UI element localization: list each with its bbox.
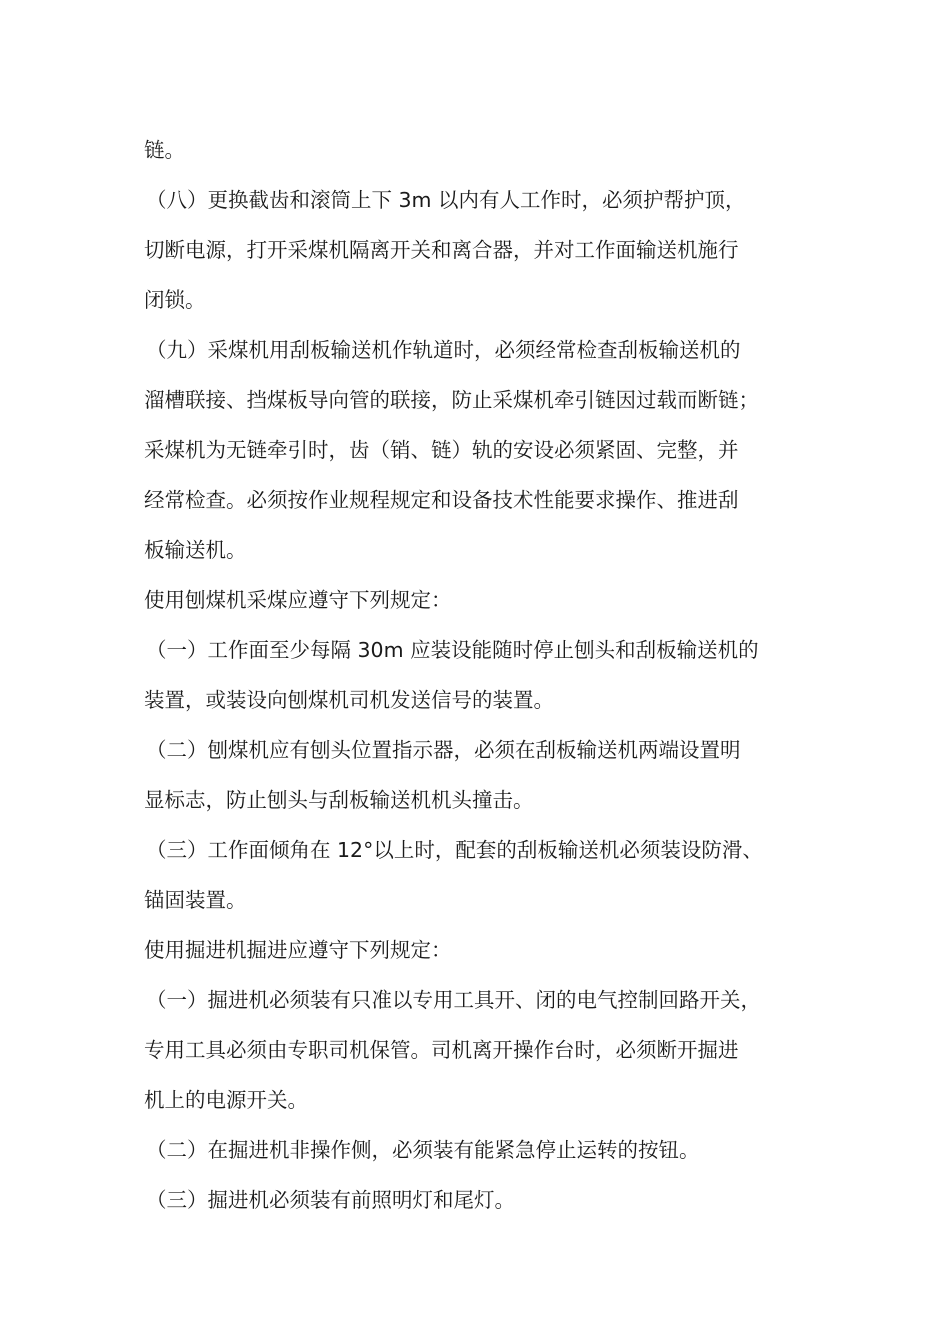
text-line: （三）工作面倾角在 12°以上时，配套的刮板输送机必须装设防滑、 <box>146 838 763 862</box>
text-line: 闭锁。 <box>144 288 206 312</box>
text-line: （二）刨煤机应有刨头位置指示器，必须在刮板输送机两端设置明 <box>146 738 741 762</box>
text-line: 装置，或装设向刨煤机司机发送信号的装置。 <box>144 688 554 712</box>
section-heading: 使用刨煤机采煤应遵守下列规定： <box>144 588 452 612</box>
text-line: （三）掘进机必须装有前照明灯和尾灯。 <box>146 1188 515 1212</box>
text-line: 经常检查。必须按作业规程规定和设备技术性能要求操作、推进刮 <box>144 488 739 512</box>
text-line: （二）在掘进机非操作侧，必须装有能紧急停止运转的按钮。 <box>146 1138 700 1162</box>
text-line: 切断电源，打开采煤机隔离开关和离合器，并对工作面输送机施行 <box>144 238 739 262</box>
text-line: （八）更换截齿和滚筒上下 3m 以内有人工作时，必须护帮护顶， <box>146 188 746 212</box>
text-line: 链。 <box>144 138 185 162</box>
text-line: 机上的电源开关。 <box>144 1088 308 1112</box>
section-heading: 使用掘进机掘进应遵守下列规定： <box>144 938 452 962</box>
text-line: 显标志，防止刨头与刮板输送机机头撞击。 <box>144 788 534 812</box>
text-line: （九）采煤机用刮板输送机作轨道时，必须经常检查刮板输送机的 <box>146 338 741 362</box>
text-line: 采煤机为无链牵引时，齿（销、链）轨的安设必须紧固、完整，并 <box>144 438 739 462</box>
text-line: 溜槽联接、挡煤板导向管的联接，防止采煤机牵引链因过载而断链； <box>144 388 759 412</box>
text-line: 板输送机。 <box>144 538 247 562</box>
text-line: 锚固装置。 <box>144 888 247 912</box>
text-line: （一）掘进机必须装有只准以专用工具开、闭的电气控制回路开关， <box>146 988 761 1012</box>
text-line: 专用工具必须由专职司机保管。司机离开操作台时，必须断开掘进 <box>144 1038 739 1062</box>
text-line: （一）工作面至少每隔 30m 应装设能随时停止刨头和刮板输送机的 <box>146 638 759 662</box>
